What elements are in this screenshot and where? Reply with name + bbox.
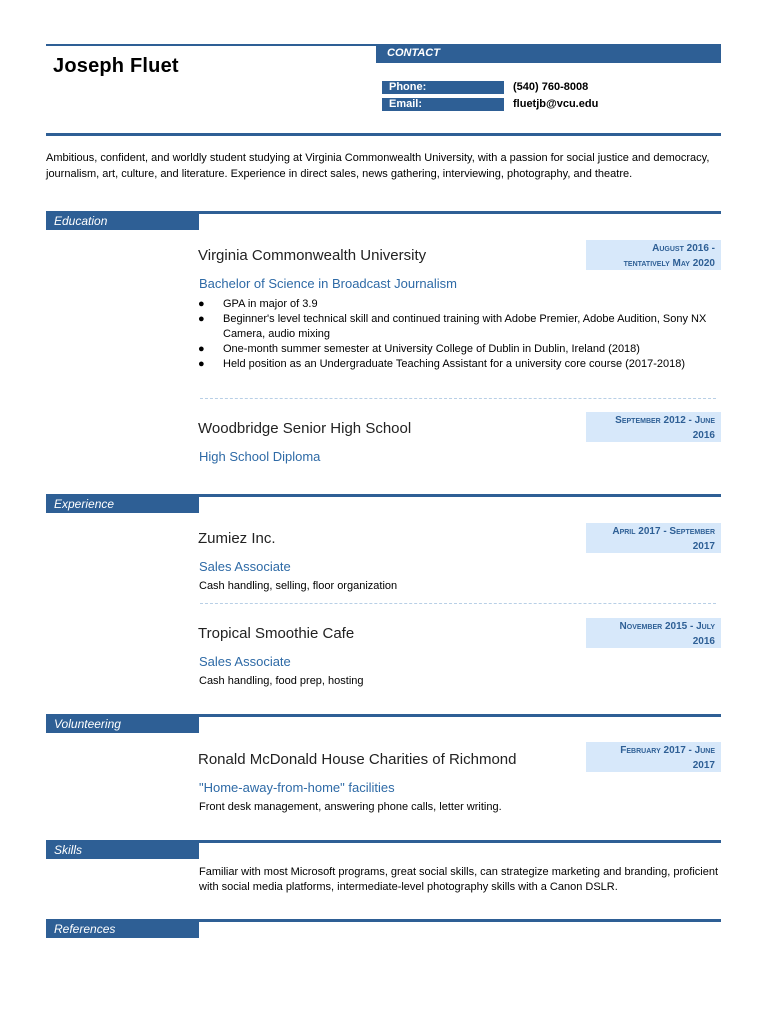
email-value[interactable]: fluetjb@vcu.edu xyxy=(513,98,599,110)
phone-label: Phone: xyxy=(389,81,427,93)
date-line: 2017 xyxy=(692,541,715,552)
references-title: References xyxy=(54,922,116,936)
experience-desc-2: Cash handling, food prep, hosting xyxy=(199,675,364,687)
education-degree-1: Bachelor of Science in Broadcast Journalism xyxy=(199,276,457,291)
volunteering-org-1: Ronald McDonald House Charities of Richmond xyxy=(198,751,517,768)
volunteering-desc-1: Front desk management, answering phone calls, letter writing. xyxy=(199,801,502,813)
education-bullets xyxy=(198,297,714,372)
contact-header xyxy=(376,45,721,63)
education-degree-2: High School Diploma xyxy=(199,449,321,464)
date-line: August 2016 - xyxy=(652,243,715,254)
summary-text: Ambitious, confident, and worldly student studying at Virginia Commonwealth University, with a passion for social justice and democracy, journalism, art, culture, and literature. Experience in direct sales, news gathering, interviewing, photography, and theatre. xyxy=(46,152,710,180)
experience-title: Experience xyxy=(54,497,115,511)
education-title: Education xyxy=(54,214,108,228)
entry-divider xyxy=(200,603,716,604)
list-item: ● GPA in major of 3.9 xyxy=(198,298,318,310)
entry-divider xyxy=(200,398,716,399)
volunteering-date-1 xyxy=(586,742,721,772)
date-line: 2016 xyxy=(692,636,715,647)
references-section-header xyxy=(46,921,199,938)
experience-org-2: Tropical Smoothie Cafe xyxy=(198,625,355,642)
list-item: ● Held position as an Undergraduate Teaching Assistant for a university core course (2017-2018) xyxy=(198,358,686,370)
experience-date-2 xyxy=(586,618,721,648)
experience-role-2: Sales Associate xyxy=(199,654,291,669)
education-date-2 xyxy=(586,412,721,442)
header-divider xyxy=(46,133,721,136)
experience-role-1: Sales Associate xyxy=(199,559,291,574)
skills-section-header xyxy=(46,842,199,859)
education-date-1 xyxy=(586,240,721,270)
volunteering-title: Volunteering xyxy=(54,717,121,731)
list-item: ● Beginner's level technical skill and continued training with Adobe Premier, Adobe Audition, Sony NX Camera, audio mixing xyxy=(198,313,707,340)
volunteering-role-1: "Home-away-from-home" facilities xyxy=(199,780,395,795)
email-label: Email: xyxy=(389,98,423,110)
experience-date-1 xyxy=(586,523,721,553)
education-org-1: Virginia Commonwealth University xyxy=(198,247,427,264)
volunteering-section-header xyxy=(46,716,199,733)
date-line: February 2017 - June xyxy=(620,745,715,756)
date-line: April 2017 - September xyxy=(612,526,715,537)
experience-section-header xyxy=(46,496,199,513)
experience-org-1: Zumiez Inc. xyxy=(198,530,276,547)
date-line: tentatively May 2020 xyxy=(623,258,715,269)
experience-desc-1: Cash handling, selling, floor organization xyxy=(199,580,398,592)
education-org-2: Woodbridge Senior High School xyxy=(198,420,412,437)
phone-label-box xyxy=(382,81,504,94)
email-label-box xyxy=(382,98,504,111)
date-line: November 2015 - July xyxy=(619,621,715,632)
list-item: ● One-month summer semester at University College of Dublin in Dublin, Ireland (2018) xyxy=(198,343,640,355)
phone-value: (540) 760-8008 xyxy=(513,81,589,93)
date-line: September 2012 - June xyxy=(615,415,715,426)
skills-text: Familiar with most Microsoft programs, great social skills, can strategize marketing and branding, proficient with social media platforms, intermediate-level photography skills with a Canon DSLR. xyxy=(199,866,719,893)
date-line: 2016 xyxy=(692,430,715,441)
contact-label: CONTACT xyxy=(387,47,440,59)
skills-title: Skills xyxy=(54,843,83,857)
applicant-name: Joseph Fluet xyxy=(53,55,179,77)
date-line: 2017 xyxy=(692,760,715,771)
education-section-header xyxy=(46,213,199,230)
